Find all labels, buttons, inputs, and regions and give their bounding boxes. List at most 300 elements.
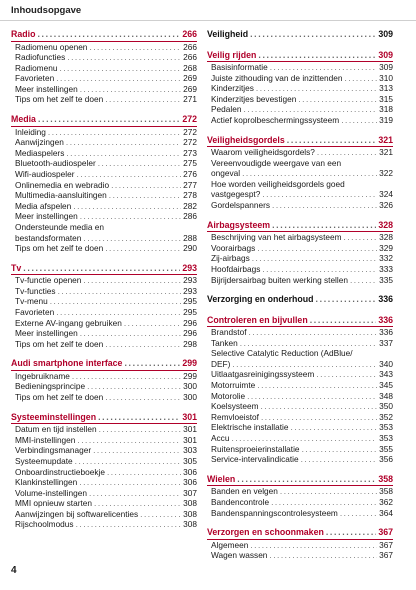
- entry-title: Gordelspanners: [211, 200, 271, 211]
- dot-leader: [80, 211, 181, 222]
- heading-title: Veilig rijden: [207, 49, 257, 60]
- entry-title: Bandencontrole: [211, 496, 270, 507]
- dot-leader: [87, 381, 181, 392]
- toc-entry[interactable]: [11, 477, 197, 488]
- dot-leader: [243, 104, 377, 115]
- toc-entry[interactable]: [11, 328, 197, 339]
- entry-page-number: 358: [379, 486, 393, 497]
- toc-entry[interactable]: [11, 519, 197, 530]
- toc-section-heading[interactable]: [207, 135, 393, 148]
- entry-title: Pedalen: [211, 104, 242, 115]
- toc-entry[interactable]: [11, 169, 197, 180]
- entry-page-number: 301: [183, 424, 197, 435]
- toc-section-heading[interactable]: [207, 474, 393, 487]
- heading-page-number: 301: [182, 411, 197, 422]
- heading-title: Wielen: [207, 473, 236, 484]
- dot-leader: [76, 169, 181, 180]
- toc-section-heading[interactable]: [207, 29, 393, 41]
- dot-leader: [124, 318, 181, 329]
- entry-page-number: 364: [379, 507, 393, 518]
- entry-page-number: 324: [379, 189, 393, 200]
- dot-leader: [80, 328, 181, 339]
- toc-section-heading[interactable]: [11, 412, 197, 425]
- entry-title: Tv-menu: [15, 296, 48, 307]
- toc-entry[interactable]: [207, 486, 393, 497]
- heading-page-number: 272: [182, 114, 197, 125]
- entry-page-number: 345: [379, 380, 393, 391]
- toc-entry[interactable]: [207, 338, 393, 349]
- toc-entry[interactable]: [11, 286, 197, 297]
- dot-leader: [75, 456, 181, 467]
- dot-leader: [73, 201, 181, 212]
- entry-page-number: 300: [183, 392, 197, 403]
- dot-leader: [79, 477, 181, 488]
- toc-section-heading[interactable]: [11, 263, 197, 276]
- dot-leader: [48, 127, 181, 138]
- toc-entry[interactable]: [207, 433, 393, 444]
- dot-leader: [250, 540, 377, 551]
- toc-entry[interactable]: [11, 509, 197, 520]
- dot-leader: [247, 391, 377, 402]
- entry-title: Tips om het zelf te doen: [15, 243, 104, 254]
- entry-title: Radiofuncties: [15, 52, 66, 63]
- entry-title: Hoofdairbags: [211, 263, 261, 274]
- toc-entry[interactable]: [207, 104, 393, 115]
- dot-leader: [280, 486, 377, 497]
- entry-title: Voorairbags: [211, 242, 256, 253]
- entry-title: Meer instellingen: [15, 328, 78, 339]
- entry-page-number: 337: [379, 337, 393, 348]
- entry-title: Actief koprolbeschermingssysteem: [211, 114, 340, 125]
- heading-page-number: 299: [182, 358, 197, 369]
- heading-title: Verzorgen en schoonmaken: [207, 527, 324, 538]
- toc-entry[interactable]: [207, 94, 393, 105]
- entry-title: Rijschoolmodus: [15, 519, 74, 530]
- entry-page-number: 348: [379, 390, 393, 401]
- dot-leader: [80, 84, 181, 95]
- toc-entry[interactable]: [11, 296, 197, 307]
- entry-page-number: 286: [183, 211, 197, 222]
- entry-page-number: 362: [379, 496, 393, 507]
- entry-page-number: 309: [379, 62, 393, 72]
- dot-leader: [287, 135, 377, 147]
- entry-title: Onboardinstructieboekje: [15, 466, 105, 477]
- dot-leader: [56, 307, 181, 318]
- entry-page-number: 273: [183, 147, 197, 158]
- dot-leader: [261, 412, 377, 423]
- toc-entry[interactable]: [207, 327, 393, 338]
- dot-leader: [316, 294, 377, 306]
- dot-leader: [261, 401, 378, 412]
- entry-page-number: 367: [379, 550, 393, 561]
- entry-title: Bandenspanningscontrolesysteem: [211, 507, 338, 518]
- toc-entry[interactable]: [207, 359, 393, 370]
- entry-page-number: 300: [183, 381, 197, 392]
- dot-leader: [77, 435, 181, 446]
- heading-page-number: 309: [378, 29, 393, 39]
- heading-page-number: 321: [378, 134, 393, 145]
- entry-page-number: 335: [379, 274, 393, 285]
- toc-entry[interactable]: [11, 424, 197, 435]
- entry-title: Wifi-audiospeler: [15, 168, 75, 179]
- dot-leader: [242, 168, 377, 179]
- toc-entry[interactable]: [207, 454, 393, 465]
- entry-title: Banden en velgen: [211, 486, 278, 497]
- toc-entry[interactable]: [207, 369, 393, 380]
- heading-page-number: 293: [182, 262, 197, 273]
- entry-title: MMI-instellingen: [15, 434, 76, 445]
- toc-left-column: [11, 29, 197, 539]
- heading-title: Controleren en bijvullen: [207, 314, 308, 325]
- entry-title: Motorolie: [211, 390, 246, 401]
- dot-leader: [344, 232, 377, 243]
- dot-leader: [67, 52, 181, 63]
- entry-title: Radiomenu openen: [15, 41, 88, 52]
- toc-entry[interactable]: [11, 180, 197, 191]
- toc-entry[interactable]: [207, 147, 393, 158]
- toc-entry[interactable]: [207, 168, 393, 179]
- entry-title: Mediaspelers: [15, 147, 65, 158]
- dot-leader: [340, 508, 377, 519]
- entry-page-number: 303: [183, 445, 197, 456]
- entry-title: Juiste zithouding van de inzittenden: [211, 72, 343, 83]
- entry-title: Onlinemedia en webradio: [15, 179, 110, 190]
- dot-leader: [316, 369, 377, 380]
- toc-section-heading[interactable]: [207, 50, 393, 63]
- entry-title: Algemeen: [211, 539, 249, 550]
- dot-leader: [89, 42, 181, 53]
- toc-entry[interactable]: [11, 275, 197, 286]
- entry-page-number: 353: [379, 422, 393, 433]
- dot-leader: [94, 498, 181, 509]
- dot-leader: [107, 467, 181, 478]
- toc-entry[interactable]: [207, 83, 393, 94]
- dot-leader: [262, 189, 377, 200]
- dot-leader: [269, 550, 377, 561]
- heading-page-number: 336: [378, 294, 393, 305]
- toc-entry[interactable]: [11, 63, 197, 74]
- toc-entry[interactable]: [207, 348, 393, 359]
- heading-page-number: 309: [378, 49, 393, 60]
- toc-right-column: [207, 29, 393, 570]
- entry-title: Meer instellingen: [15, 211, 78, 222]
- dot-leader: [302, 444, 377, 455]
- toc-entry[interactable]: [11, 148, 197, 159]
- dot-leader: [262, 264, 377, 275]
- dot-leader: [326, 527, 376, 539]
- toc-entry[interactable]: [11, 201, 197, 212]
- toc-entry[interactable]: [11, 190, 197, 201]
- page-header: [0, 0, 416, 22]
- dot-leader: [310, 315, 377, 327]
- toc-entry[interactable]: [11, 222, 197, 233]
- dot-leader: [66, 148, 181, 159]
- toc-entry[interactable]: [11, 233, 197, 244]
- entry-title: Tips om het zelf te doen: [15, 94, 104, 105]
- dot-leader: [257, 380, 377, 391]
- entry-title: Klankinstellingen: [15, 477, 78, 488]
- entry-page-number: 308: [183, 498, 197, 509]
- dot-leader: [50, 296, 181, 307]
- toc-entry[interactable]: [11, 73, 197, 84]
- dot-leader: [237, 474, 376, 486]
- dot-leader: [270, 62, 377, 73]
- entry-title: MMI opnieuw starten: [15, 498, 93, 509]
- entry-page-number: 266: [183, 52, 197, 63]
- dot-leader: [98, 412, 180, 424]
- dot-leader: [105, 243, 181, 254]
- toc-entry[interactable]: [11, 94, 197, 105]
- toc-section-heading[interactable]: [207, 220, 393, 233]
- heading-page-number: 367: [378, 527, 393, 538]
- dot-leader: [38, 114, 180, 126]
- toc-entry[interactable]: [207, 412, 393, 423]
- entry-title: Wagen wassen: [211, 550, 268, 561]
- toc-entry[interactable]: [11, 137, 197, 148]
- entry-page-number: 332: [379, 253, 393, 264]
- dot-leader: [249, 327, 377, 338]
- entry-title: Radiomenu: [15, 62, 58, 73]
- dot-leader: [350, 275, 377, 286]
- toc-section: [207, 220, 393, 285]
- entry-title: Ruitensproeierinstallatie: [211, 443, 300, 454]
- toc-entry[interactable]: [11, 127, 197, 138]
- toc-entry[interactable]: [11, 243, 197, 254]
- dot-leader: [341, 115, 377, 126]
- entry-title: Zij-airbags: [211, 253, 250, 264]
- heading-title: Veiligheid: [207, 29, 249, 39]
- toc-entry[interactable]: [207, 497, 393, 508]
- dot-leader: [83, 233, 181, 244]
- dot-leader: [301, 454, 377, 465]
- entry-page-number: 271: [183, 94, 197, 105]
- entry-page-number: 350: [379, 401, 393, 412]
- dot-leader: [124, 358, 180, 370]
- toc-entry[interactable]: [207, 115, 393, 126]
- entry-title: Multimedia-aansluitingen: [15, 190, 107, 201]
- toc-entry[interactable]: [207, 422, 393, 433]
- toc-entry[interactable]: [11, 498, 197, 509]
- dot-leader: [76, 519, 181, 530]
- toc-section: [11, 29, 197, 105]
- entry-title: Aanwijzingen: [15, 137, 64, 148]
- entry-title: Remvloeistof: [211, 411, 259, 422]
- toc-entry[interactable]: [207, 264, 393, 275]
- dot-leader: [317, 147, 377, 158]
- toc-section: [11, 358, 197, 402]
- entry-title: Vereenvoudigde weergave van een: [211, 157, 342, 168]
- entry-title: Tv-functies: [15, 285, 56, 296]
- entry-title: Kinderzitjes: [211, 83, 254, 94]
- toc-entry[interactable]: [11, 381, 197, 392]
- dot-leader: [72, 371, 181, 382]
- entry-title: Selective Catalytic Reduction (AdBlue/: [211, 348, 353, 359]
- entry-title: vastgegespt?: [211, 189, 261, 200]
- toc-entry[interactable]: [11, 435, 197, 446]
- dot-leader: [37, 29, 180, 41]
- dot-leader: [59, 63, 181, 74]
- entry-page-number: 290: [183, 243, 197, 254]
- entry-title: Bijrijdersairbag buiten werking stellen: [211, 274, 348, 285]
- heading-title: Audi smartphone interface: [11, 358, 123, 369]
- entry-title: Verbindingsmanager: [15, 445, 92, 456]
- entry-title: Inleiding: [15, 126, 46, 137]
- entry-page-number: 313: [379, 83, 393, 94]
- toc-entry[interactable]: [207, 179, 393, 190]
- heading-title: Tv: [11, 262, 22, 273]
- toc-entry[interactable]: [11, 42, 197, 53]
- dot-leader: [272, 200, 377, 211]
- entry-page-number: 310: [379, 72, 393, 83]
- toc-entry[interactable]: [207, 401, 393, 412]
- toc-entry[interactable]: [207, 391, 393, 402]
- toc-section-heading[interactable]: [207, 527, 393, 540]
- dot-leader: [56, 73, 181, 84]
- dot-leader: [290, 422, 377, 433]
- toc-section-heading[interactable]: [11, 114, 197, 127]
- toc-section-heading[interactable]: [207, 315, 393, 328]
- toc-entry[interactable]: [207, 232, 393, 243]
- entry-page-number: 322: [379, 168, 393, 179]
- toc-entry[interactable]: [207, 508, 393, 519]
- entry-page-number: 293: [183, 275, 197, 286]
- heading-page-number: 328: [378, 219, 393, 230]
- dot-leader: [105, 94, 181, 105]
- toc-entry[interactable]: [207, 253, 393, 264]
- toc-entry[interactable]: [207, 380, 393, 391]
- toc-entry[interactable]: [11, 371, 197, 382]
- dot-leader: [111, 180, 181, 191]
- dot-leader: [58, 286, 181, 297]
- entry-title: Elektrische installatie: [211, 422, 289, 433]
- entry-title: Beschrijving van het airbagsysteem: [211, 232, 342, 243]
- entry-title: Media afspelen: [15, 200, 72, 211]
- entry-page-number: 340: [379, 358, 393, 369]
- entry-title: Favorieten: [15, 73, 55, 84]
- entry-title: Externe AV-ingang gebruiken: [15, 317, 122, 328]
- toc-entry[interactable]: [207, 158, 393, 169]
- toc-entry[interactable]: [11, 158, 197, 169]
- entry-title: Motorruimte: [211, 380, 256, 391]
- heading-title: Radio: [11, 29, 36, 39]
- toc-section: [207, 29, 393, 41]
- toc-section: [11, 412, 197, 530]
- heading-title: Airbagsysteem: [207, 219, 271, 230]
- toc-entry[interactable]: [11, 445, 197, 456]
- entry-title: Ingebruikname: [15, 370, 70, 381]
- dot-leader: [298, 94, 377, 105]
- toc-entry[interactable]: [207, 550, 393, 561]
- toc-section-heading[interactable]: [11, 29, 197, 42]
- entry-title: Meer instellingen: [15, 83, 78, 94]
- toc-section: [11, 114, 197, 254]
- page-number: 4: [11, 565, 17, 576]
- toc-entry[interactable]: [11, 467, 197, 478]
- dot-leader: [256, 83, 377, 94]
- toc-entry[interactable]: [207, 275, 393, 286]
- toc-entry[interactable]: [11, 84, 197, 95]
- dot-leader: [252, 253, 377, 264]
- entry-page-number: 353: [379, 433, 393, 444]
- entry-page-number: 336: [379, 327, 393, 338]
- entry-page-number: 352: [379, 411, 393, 422]
- dot-leader: [344, 73, 377, 84]
- dot-leader: [98, 158, 181, 169]
- toc-entry[interactable]: [11, 211, 197, 222]
- entry-page-number: 367: [379, 539, 393, 550]
- toc-section: [11, 263, 197, 350]
- heading-title: Verzorging en onderhoud: [207, 294, 314, 305]
- entry-page-number: 282: [183, 200, 197, 211]
- entry-title: Volume-instellingen: [15, 487, 87, 498]
- toc-entry[interactable]: [11, 307, 197, 318]
- entry-title: Accu: [211, 433, 230, 444]
- toc-entry[interactable]: [11, 392, 197, 403]
- dot-leader: [66, 137, 181, 148]
- dot-leader: [93, 445, 181, 456]
- entry-title: Brandstof: [211, 327, 247, 338]
- entry-title: Kinderzitjes bevestigen: [211, 93, 297, 104]
- entry-page-number: 269: [183, 73, 197, 84]
- dot-leader: [89, 488, 181, 499]
- entry-title: Bluetooth-audiospeler: [15, 158, 96, 169]
- toc-entry[interactable]: [207, 73, 393, 84]
- entry-page-number: 278: [183, 190, 197, 201]
- toc-section: [207, 135, 393, 211]
- dot-leader: [140, 509, 181, 520]
- toc-entry[interactable]: [11, 52, 197, 63]
- heading-page-number: 266: [182, 29, 197, 39]
- toc-entry[interactable]: [11, 488, 197, 499]
- toc-entry[interactable]: [207, 189, 393, 200]
- entry-page-number: 328: [379, 232, 393, 243]
- toc-section-heading[interactable]: [11, 358, 197, 371]
- toc-section-heading[interactable]: [207, 294, 393, 306]
- dot-leader: [258, 50, 376, 62]
- entry-title: ongeval: [211, 168, 241, 179]
- toc-entry[interactable]: [207, 200, 393, 211]
- entry-title: DEF): [211, 358, 231, 369]
- entry-title: Favorieten: [15, 306, 55, 317]
- entry-page-number: 268: [183, 62, 197, 73]
- heading-page-number: 336: [378, 314, 393, 325]
- entry-page-number: 295: [183, 306, 197, 317]
- entry-page-number: 306: [183, 477, 197, 488]
- toc-entry[interactable]: [11, 456, 197, 467]
- entry-page-number: 295: [183, 296, 197, 307]
- entry-page-number: 308: [183, 519, 197, 530]
- entry-page-number: 356: [379, 454, 393, 465]
- toc-entry[interactable]: [11, 318, 197, 329]
- toc-entry[interactable]: [207, 62, 393, 73]
- dot-leader: [231, 433, 377, 444]
- heading-title: Veiligheidsgordels: [207, 134, 285, 145]
- heading-title: Media: [11, 114, 36, 125]
- entry-title: Tanken: [211, 337, 238, 348]
- toc-entry[interactable]: [207, 243, 393, 254]
- entry-title: Koelsysteem: [211, 401, 259, 412]
- dot-leader: [257, 243, 377, 254]
- dot-leader: [105, 339, 181, 350]
- toc-entry[interactable]: [207, 540, 393, 551]
- entry-title: Tv-functie openen: [15, 275, 82, 286]
- dot-leader: [240, 338, 377, 349]
- toc-entry[interactable]: [11, 339, 197, 350]
- entry-page-number: 275: [183, 158, 197, 169]
- toc-entry[interactable]: [207, 444, 393, 455]
- entry-page-number: 301: [183, 434, 197, 445]
- entry-page-number: 296: [183, 328, 197, 339]
